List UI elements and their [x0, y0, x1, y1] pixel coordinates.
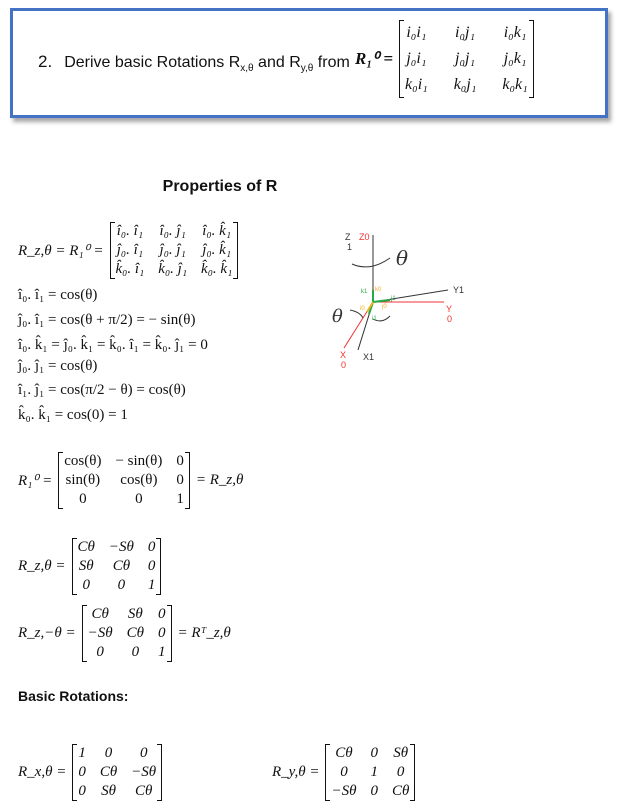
- rz-neg-rhs: = Rᵀ_z,θ: [177, 625, 231, 641]
- matrix-cell: sin(θ): [65, 472, 101, 488]
- matrix-cell: j₀i₁: [406, 50, 427, 67]
- ry-matrix: [325, 744, 415, 801]
- matrix-cell: cos(θ): [64, 453, 102, 469]
- y0-label: Y: [446, 304, 453, 314]
- rz-definition: [18, 222, 238, 279]
- matrix-cell: î₀. ĵ₁: [159, 223, 186, 239]
- r10-rhs: = R_z,θ: [195, 472, 244, 488]
- task-text: Derive basic Rotations R: [64, 54, 241, 71]
- matrix-cell: k₀k₁: [502, 76, 528, 93]
- matrix-cell: Cθ: [112, 558, 131, 574]
- matrix-cell: 0: [104, 745, 113, 761]
- matrix-cell: j₀k₁: [503, 50, 527, 67]
- x1-label: X1: [363, 352, 375, 362]
- matrix-cell: cos(θ): [120, 472, 158, 488]
- rotation-arrow-icon: [352, 258, 390, 267]
- section-title: Properties of R: [162, 178, 278, 195]
- matrix-cell: 1: [147, 577, 156, 593]
- y0-sub: 0: [447, 314, 453, 324]
- matrix-cell: k̂₀. k̂₁: [201, 261, 233, 277]
- rx-equation: [18, 744, 162, 801]
- sub-x: x,θ: [240, 63, 254, 75]
- matrix-cell: 0: [147, 539, 156, 555]
- rz-c-lhs: R_z,θ =: [18, 558, 66, 574]
- matrix-cell: 0: [117, 577, 126, 593]
- matrix-cell: Sθ: [78, 558, 94, 574]
- task-statement: [38, 52, 350, 74]
- task-and: and R: [253, 54, 301, 71]
- task-from: from: [313, 54, 350, 71]
- z-sub: 1: [347, 242, 353, 252]
- matrix-cell: 1: [78, 745, 86, 761]
- matrix-cell: ĵ₀. ĵ₁: [159, 242, 186, 258]
- matrix-cell: 0: [96, 644, 104, 660]
- matrix-cell: 0: [340, 764, 348, 780]
- matrix-cell: k̂₀. ĵ₁: [158, 261, 188, 277]
- matrix-cell: 0: [396, 764, 405, 780]
- matrix-cell: Sθ: [101, 783, 116, 799]
- r10-matrix: [58, 452, 190, 509]
- matrix-cell: 0: [147, 558, 156, 574]
- header-matrix: [399, 20, 534, 98]
- x0-label: X: [340, 350, 347, 360]
- rz-neg-equation: [18, 605, 231, 662]
- matrix-cell: 0: [158, 606, 166, 622]
- ry-equation: [272, 744, 415, 801]
- k1-label: k1: [361, 289, 368, 295]
- theta-label: θ: [332, 306, 343, 327]
- eq-line: î₁. ĵ₁ = cos(π/2 − θ) = cos(θ): [18, 382, 186, 398]
- rx-lhs: R_x,θ =: [18, 764, 67, 780]
- matrix-cell: î₀. î₁: [116, 223, 144, 239]
- matrix-cell: ĵ₀. k̂₁: [202, 242, 232, 258]
- matrix-cell: k₀j₁: [453, 76, 477, 93]
- matrix-cell: 1: [370, 764, 378, 780]
- k0-label: k0: [375, 287, 382, 293]
- matrix-cell: i₀j₁: [455, 24, 476, 41]
- rx-matrix: [72, 744, 162, 801]
- matrix-cell: 1: [158, 644, 166, 660]
- i0-label: i0: [360, 306, 365, 312]
- matrix-cell: Cθ: [335, 745, 353, 761]
- header-equation: [355, 20, 534, 98]
- rz-compact-equation: [18, 538, 161, 595]
- i1-label: i1: [372, 316, 377, 322]
- ry-lhs: R_y,θ =: [272, 764, 320, 780]
- matrix-cell: Sθ: [127, 606, 143, 622]
- y1-label: Y1: [453, 285, 465, 295]
- matrix-cell: 0: [82, 577, 90, 593]
- r10-equation: [18, 452, 243, 509]
- rz-neg-matrix: [82, 605, 172, 662]
- matrix-cell: i₀i₁: [406, 24, 427, 41]
- matrix-cell: k₀i₁: [405, 76, 428, 93]
- matrix-cell: j₀j₁: [455, 50, 476, 67]
- matrix-cell: î₀. k̂₁: [202, 223, 232, 239]
- theta-label: θ: [396, 246, 409, 270]
- rz-dot-matrix: [110, 222, 239, 279]
- r10-lhs: R₁⁰ =: [18, 473, 53, 489]
- matrix-cell: 0: [78, 764, 86, 780]
- matrix-cell: Cθ: [391, 783, 410, 799]
- matrix-cell: 0: [139, 745, 148, 761]
- matrix-cell: 0: [78, 783, 86, 799]
- matrix-cell: −Sθ: [87, 625, 113, 641]
- task-number: 2.: [38, 52, 53, 71]
- matrix-cell: 0: [370, 783, 378, 799]
- eq-line: ĵ₀. ĵ₁ = cos(θ): [18, 358, 98, 374]
- matrix-cell: − sin(θ): [115, 453, 163, 469]
- matrix-cell: −Sθ: [331, 783, 357, 799]
- matrix-cell: ĵ₀. î₁: [116, 242, 144, 258]
- matrix-cell: i₀k₁: [503, 24, 527, 41]
- eq-line: î₀. k̂₁ = ĵ₀. k̂₁ = k̂₀. î₁ = k̂₀. ĵ₁ = 0: [18, 337, 208, 353]
- matrix-cell: Sθ: [393, 745, 409, 761]
- matrix-cell: 0: [135, 491, 143, 507]
- matrix-cell: Cθ: [135, 783, 153, 799]
- matrix-cell: −Sθ: [131, 764, 157, 780]
- j1-label: j1: [391, 296, 396, 302]
- eq-line: k̂₀. k̂₁ = cos(0) = 1: [18, 407, 128, 423]
- z-label: Z: [345, 232, 351, 242]
- matrix-cell: Cθ: [126, 625, 144, 641]
- matrix-cell: Cθ: [77, 539, 95, 555]
- rz-compact-matrix: [72, 538, 162, 595]
- sub-y: y,θ: [300, 63, 314, 75]
- eq-line: î₀. î₁ = cos(θ): [18, 287, 98, 303]
- rz-neg-lhs: R_z,−θ =: [18, 625, 76, 641]
- header-lhs: R₁⁰ =: [355, 49, 394, 68]
- matrix-cell: 1: [176, 491, 184, 507]
- x0-sub: 0: [341, 360, 347, 370]
- matrix-cell: 0: [131, 644, 140, 660]
- matrix-cell: 0: [176, 453, 184, 469]
- matrix-cell: 0: [158, 625, 166, 641]
- frame-diagram: [300, 220, 500, 380]
- matrix-cell: k̂₀. î₁: [115, 261, 145, 277]
- z0-label: Z0: [359, 232, 370, 242]
- matrix-cell: Cθ: [91, 606, 109, 622]
- eq-line: ĵ₀. î₁ = cos(θ + π/2) = − sin(θ): [18, 312, 196, 328]
- basic-rotations-title: Basic Rotations:: [18, 688, 129, 704]
- matrix-cell: 0: [370, 745, 378, 761]
- matrix-cell: Cθ: [99, 764, 118, 780]
- matrix-cell: 0: [79, 491, 87, 507]
- rz-lhs: R_z,θ = R₁⁰ =: [18, 243, 104, 259]
- matrix-cell: −Sθ: [108, 539, 134, 555]
- matrix-cell: 0: [176, 472, 184, 488]
- j0-label: j0: [382, 304, 387, 310]
